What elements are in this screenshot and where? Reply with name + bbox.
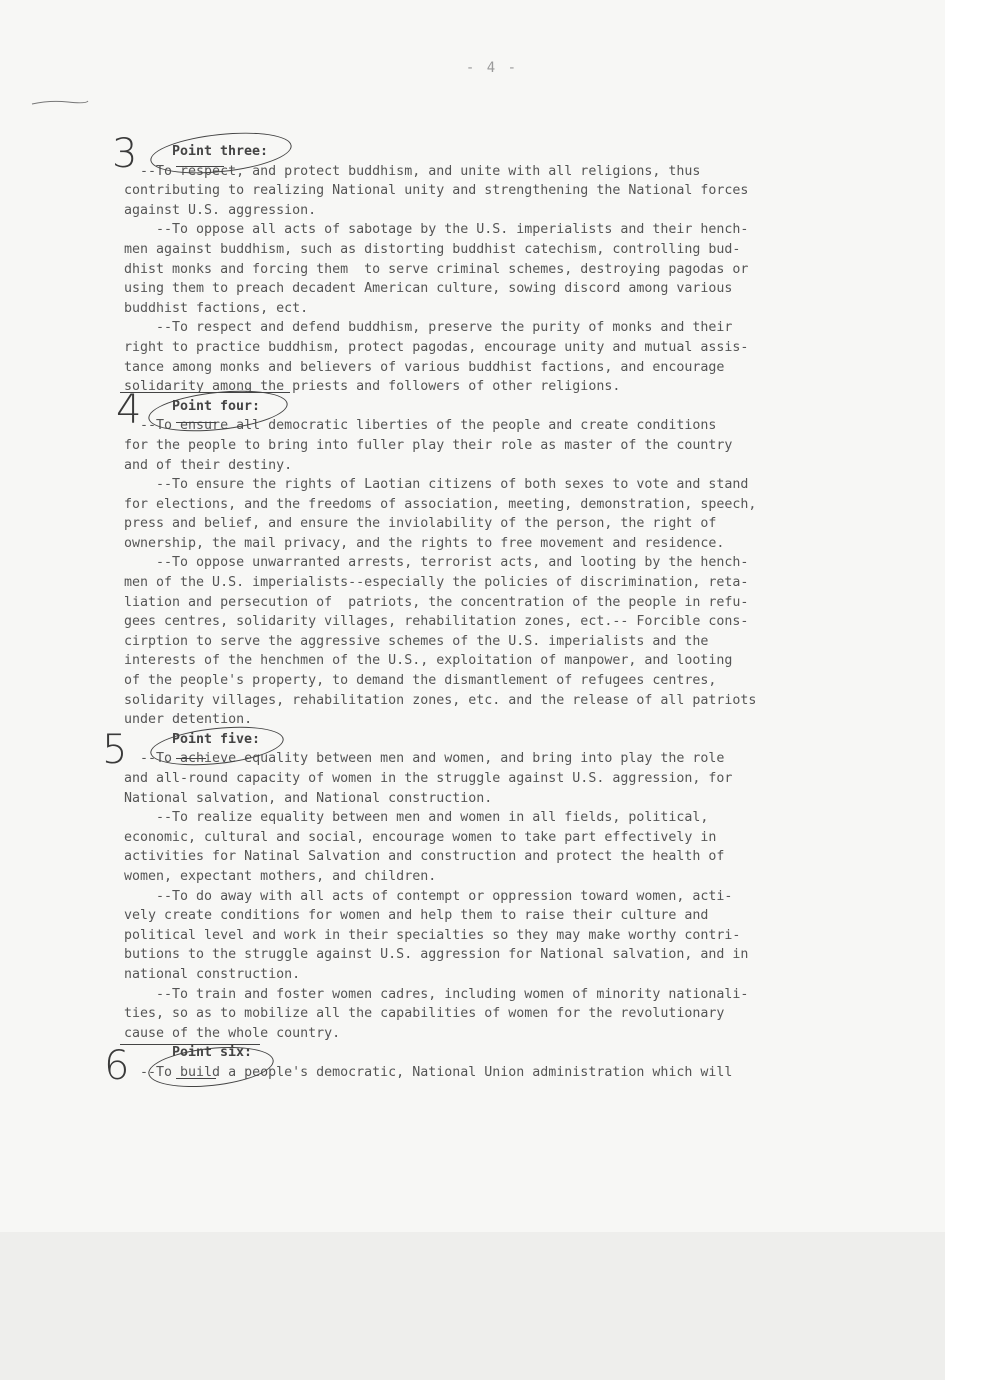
text-line: dhist monks and forcing them to serve criminal schemes, destroying pagodas or <box>124 261 749 277</box>
text-line: --To ensure the rights of Laotian citizens of both sexes to vote and stand <box>124 477 749 493</box>
text-line: cirption to serve the aggressive schemes of the U.S. imperialists and the <box>124 633 709 649</box>
text-line: women, expectant mothers, and children. <box>124 868 437 884</box>
text-line: of the people's property, to demand the dismantlement of refugees centres, <box>124 673 717 689</box>
text-line: tance among monks and believers of various buddhist factions, and encourage <box>124 359 725 375</box>
handwritten-number-4: 4 <box>116 387 142 433</box>
text-line: men of the U.S. imperialists--especially the policies of discrimination, reta- <box>124 575 749 591</box>
text-line: and of their destiny. <box>124 457 293 473</box>
text-line: interests of the henchmen of the U.S., exploitation of manpower, and looting <box>124 653 733 669</box>
text-line: for the people to bring into fuller play their role as master of the country <box>124 437 733 453</box>
page-margin <box>945 0 1003 1380</box>
text-line: national construction. <box>124 966 301 982</box>
text-line: --To achieve equality between men and women, and bring into play the role <box>124 751 725 767</box>
text-line: ties, so as to mobilize all the capabilities of women for the revolutionary <box>124 1006 725 1022</box>
section-heading: Point three: <box>172 144 269 159</box>
strikethrough-mark <box>176 1078 216 1079</box>
text-line: --To build a people's democratic, National Union administration which will <box>124 1064 733 1080</box>
text-line: gees centres, solidarity villages, rehabilitation zones, ect.-- Forcible cons- <box>124 614 749 630</box>
text-line: economic, cultural and social, encourage women to take part effectively in <box>124 829 717 845</box>
text-line: right to practice buddhism, protect pagodas, encourage unity and mutual assis- <box>124 339 749 355</box>
text-line: buddhist factions, ect. <box>124 300 309 316</box>
text-line: political level and work in their specialties so they may make worthy contri- <box>124 927 741 943</box>
text-line: --To respect, and protect buddhism, and unite with all religions, thus <box>124 163 701 179</box>
text-line: solidarity among the priests and followers of other religions. <box>124 379 621 395</box>
text-line: --To oppose unwarranted arrests, terrorist acts, and looting by the hench- <box>124 555 749 571</box>
text-line: butions to the struggle against U.S. aggression for National salvation, and in <box>124 947 749 963</box>
text-line: cause of the whole country. <box>124 1025 341 1041</box>
stray-pen-mark <box>30 98 90 108</box>
text-line: --To realize equality between men and women in all fields, political, <box>124 810 709 826</box>
section-heading: Point four: <box>172 398 261 414</box>
section-heading: Point six: <box>172 1045 253 1061</box>
text-line: liation and persecution of patriots, the concentration of the people in refu- <box>124 594 749 610</box>
strikethrough-mark <box>176 758 206 759</box>
strikethrough-mark <box>120 392 290 393</box>
text-line: contributing to realizing National unity and strengthening the National forces <box>124 183 749 199</box>
handwritten-number-5: 5 <box>102 727 128 773</box>
strikethrough-mark <box>176 422 216 423</box>
text-line: --To oppose all acts of sabotage by the U.S. imperialists and their hench- <box>124 222 749 238</box>
text-line: --To train and foster women cadres, including women of minority nationali- <box>124 986 749 1002</box>
text-line: men against buddhism, such as distorting buddhist catechism, controlling bud- <box>124 241 741 257</box>
handwritten-number-6: 6 <box>104 1043 130 1089</box>
text-line: vely create conditions for women and help them to raise their culture and <box>124 908 709 924</box>
text-line: under detention. <box>124 712 253 728</box>
text-line: ownership, the mail privacy, and the rights to free movement and residence. <box>124 535 725 551</box>
text-line: against U.S. aggression. <box>124 202 317 218</box>
handwritten-number-3: 3 <box>112 131 138 177</box>
text-line: press and belief, and ensure the inviolability of the person, the right of <box>124 516 717 532</box>
scan-shadow <box>0 1232 945 1380</box>
text-line: --To do away with all acts of contempt or oppression toward women, acti- <box>124 888 733 904</box>
text-line: using them to preach decadent American culture, sowing discord among various <box>124 281 733 297</box>
text-line: National salvation, and National construction. <box>124 790 493 806</box>
text-line: --To respect and defend buddhism, preserve the purity of monks and their <box>124 320 733 336</box>
text-line: --To ensure all democratic liberties of the people and create conditions <box>124 418 717 434</box>
document-body <box>124 142 899 1083</box>
text-line: and all-round capacity of women in the struggle against U.S. aggression, for <box>124 771 733 786</box>
text-line: activities for Natinal Salvation and construction and protect the health of <box>124 849 725 865</box>
section-heading: Point five: <box>172 731 261 747</box>
strikethrough-mark <box>176 166 224 167</box>
page-number: - 4 - <box>465 60 519 76</box>
text-line: solidarity villages, rehabilitation zones, etc. and the release of all patriots <box>124 692 757 708</box>
strikethrough-mark <box>120 1044 260 1045</box>
text-line: for elections, and the freedoms of association, meeting, demonstration, speech, <box>124 496 757 512</box>
